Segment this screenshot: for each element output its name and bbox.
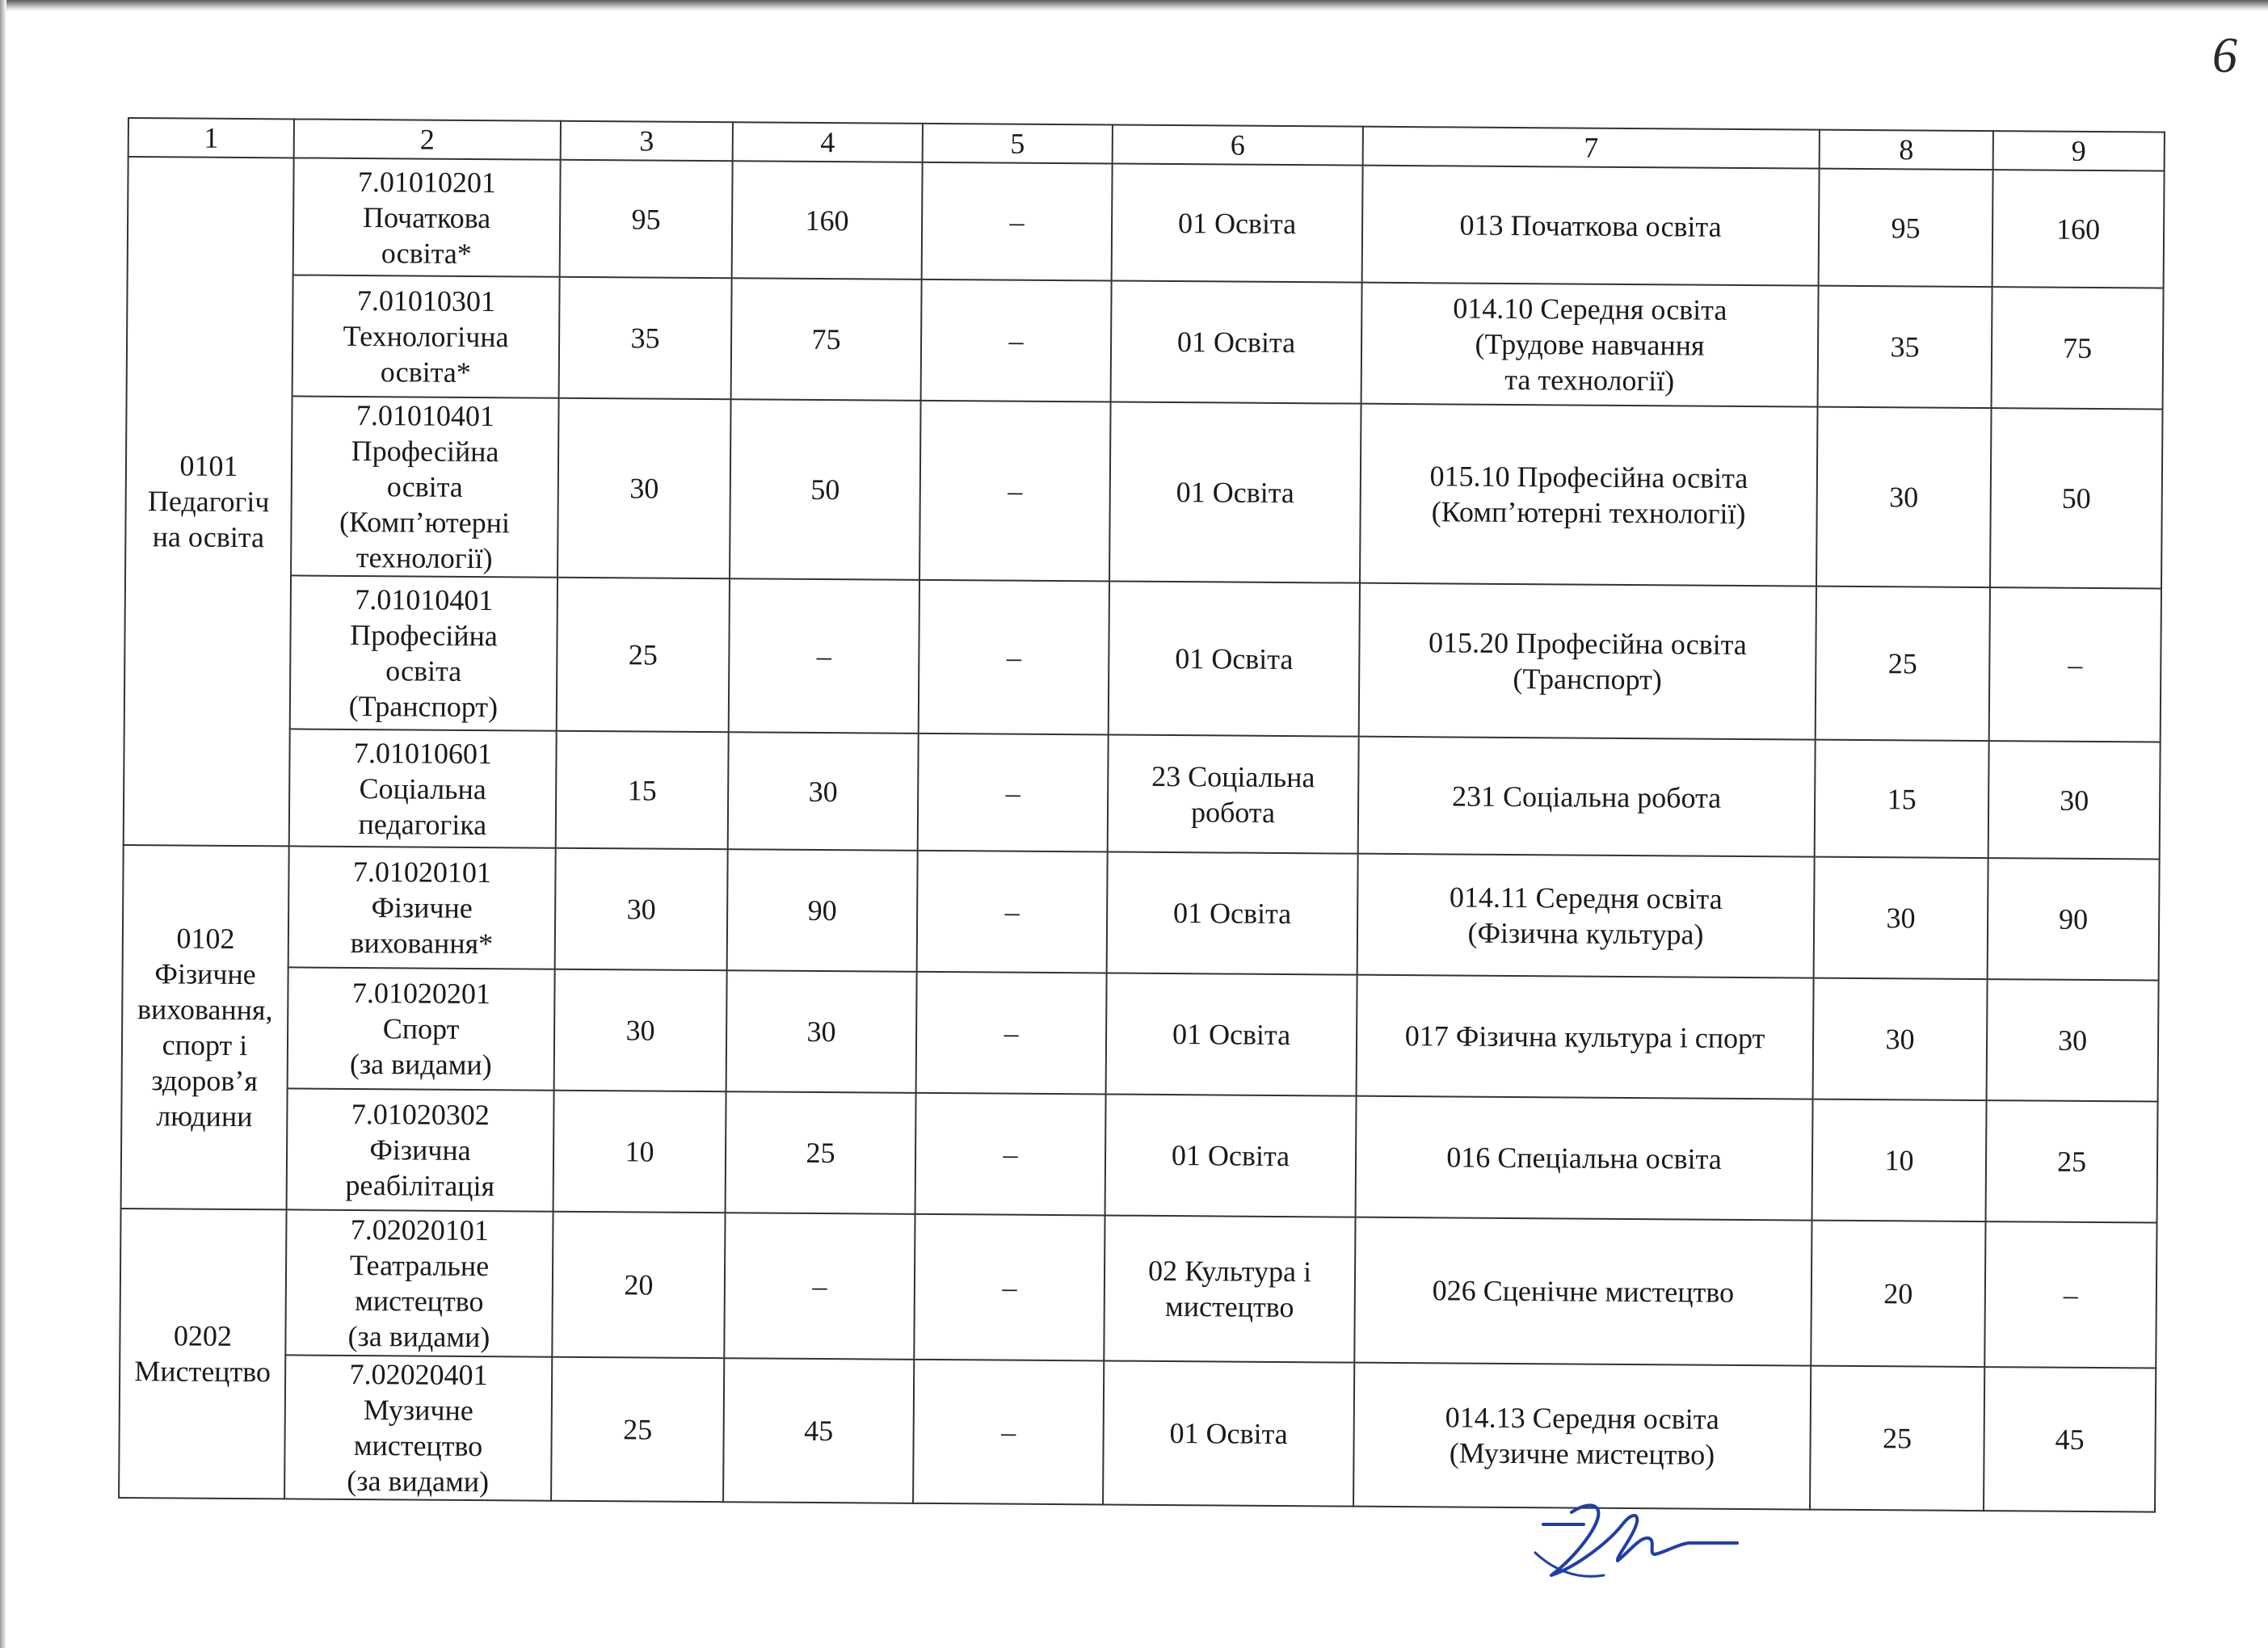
new-specialty-cell — [1359, 583, 1816, 740]
cell-line: Соціальна — [359, 771, 486, 805]
cell-line: 7.02020101 — [350, 1213, 490, 1247]
cell-line: робота — [1190, 795, 1276, 829]
cell-line: (за видами) — [347, 1464, 490, 1499]
cell-line: 01 Освіта — [1177, 206, 1297, 240]
cell-line: Початкова — [362, 200, 491, 234]
value-col4: 45 — [723, 1358, 914, 1503]
table-body — [119, 118, 2165, 1512]
value-col9: 30 — [1988, 741, 2161, 859]
value-col3: 10 — [553, 1091, 726, 1213]
table-row — [124, 728, 2161, 860]
table-row — [123, 845, 2160, 981]
cell-line: освіта — [385, 654, 462, 687]
knowledge-field-cell — [1111, 281, 1362, 404]
cell-line: та технології) — [1504, 363, 1675, 397]
value-col5: – — [922, 162, 1113, 281]
cell-line: Фізичне — [154, 957, 256, 991]
value-col8: 25 — [1816, 586, 1990, 741]
value-col3: 35 — [559, 277, 732, 399]
cell-line: освіта — [386, 470, 463, 503]
value-col9: 25 — [1986, 1100, 2158, 1222]
value-col5: – — [917, 851, 1108, 973]
old-specialty-cell — [288, 967, 555, 1090]
knowledge-field-cell — [1109, 581, 1360, 736]
cell-line: 013 Початкова освіта — [1459, 208, 1722, 243]
knowledge-field-cell — [1106, 973, 1357, 1095]
value-col4: 75 — [731, 278, 922, 401]
value-col4: 30 — [726, 970, 917, 1093]
cell-line: 01 Освіта — [1176, 326, 1296, 359]
old-specialty-cell — [284, 1355, 552, 1500]
group-physical-label — [121, 845, 289, 1209]
column-header: 9 — [1993, 131, 2165, 170]
scan-shadow-top — [0, 0, 2268, 11]
cell-line: освіта* — [380, 355, 471, 389]
new-specialty-cell — [1361, 283, 1819, 407]
cell-line: 0202 — [173, 1319, 233, 1352]
old-specialty-cell — [291, 396, 559, 577]
column-header: 4 — [733, 122, 923, 162]
value-col4: – — [724, 1213, 915, 1360]
value-col4: 160 — [732, 161, 923, 280]
group-arts-label — [119, 1209, 286, 1499]
value-col3: 30 — [558, 398, 731, 578]
knowledge-field-cell — [1107, 851, 1358, 974]
knowledge-field-cell — [1104, 1215, 1355, 1362]
column-header: 8 — [1820, 130, 1993, 170]
value-col8: 95 — [1819, 169, 1993, 287]
value-col8: 20 — [1811, 1221, 1985, 1367]
cell-line: 7.01010201 — [357, 165, 497, 199]
old-specialty-cell — [293, 158, 561, 276]
cell-line: 015.20 Професійна освіта — [1429, 626, 1747, 662]
value-col9: 50 — [1990, 408, 2163, 588]
cell-line: Технологічна — [343, 319, 509, 354]
value-col3: 25 — [551, 1357, 724, 1502]
cell-line: Театральне — [349, 1248, 490, 1283]
old-specialty-cell — [289, 729, 557, 847]
value-col3: 30 — [554, 969, 727, 1091]
value-col5: – — [921, 280, 1112, 402]
table-row — [124, 574, 2161, 742]
value-col9: 75 — [1992, 287, 2164, 409]
old-specialty-cell — [287, 1088, 554, 1211]
value-col8: 10 — [1812, 1099, 1987, 1221]
knowledge-field-cell — [1108, 734, 1359, 853]
value-col9: 90 — [1988, 858, 2160, 980]
cell-line: технології) — [356, 540, 493, 575]
page-number: 6 — [2212, 28, 2237, 83]
cell-line: 016 Спеціальна освіта — [1446, 1141, 1722, 1175]
cell-line: спорт і — [162, 1028, 248, 1062]
cell-line: 7.01010601 — [353, 736, 493, 770]
cell-line: (за видами) — [349, 1047, 492, 1082]
cell-line: 0102 — [176, 922, 235, 955]
cell-line: 7.01020302 — [351, 1097, 490, 1132]
cell-line: виховання* — [350, 926, 494, 961]
cell-line: 01 Освіта — [1171, 1139, 1290, 1173]
knowledge-field-cell — [1109, 402, 1361, 583]
cell-line: (Транспорт) — [1513, 662, 1662, 696]
group-pedagogical-label — [124, 157, 294, 846]
cell-line: 02 Культура і — [1147, 1254, 1312, 1289]
cell-line: Спорт — [382, 1012, 460, 1045]
cell-line: 7.01010301 — [356, 284, 496, 318]
table-row — [122, 966, 2159, 1102]
cell-line: виховання, — [137, 993, 273, 1027]
new-specialty-cell — [1357, 975, 1814, 1099]
value-col5: – — [914, 1214, 1105, 1361]
cell-line: 014.13 Середня освіта — [1445, 1401, 1719, 1436]
value-col8: 30 — [1814, 857, 1988, 979]
table-row — [127, 274, 2164, 410]
column-header: 2 — [294, 119, 561, 159]
cell-line: на освіта — [152, 520, 265, 554]
value-col8: 25 — [1810, 1366, 1984, 1511]
cell-line: мистецтво — [354, 1284, 484, 1318]
column-header: 7 — [1363, 127, 1820, 169]
cell-line: (Комп’ютерні — [339, 505, 511, 540]
value-col9: 45 — [1984, 1367, 2156, 1511]
value-col3: 20 — [552, 1212, 725, 1358]
cell-line: 23 Соціальна — [1151, 759, 1315, 793]
cell-line: (за видами) — [347, 1319, 490, 1354]
cell-line: Педагогіч — [147, 485, 270, 519]
value-col9: 160 — [1992, 170, 2165, 288]
value-col5: – — [913, 1360, 1104, 1505]
value-col3: 25 — [557, 578, 730, 732]
cell-line: Мистецтво — [134, 1355, 271, 1389]
cell-line: 0101 — [179, 449, 238, 482]
old-specialty-cell — [292, 275, 560, 397]
knowledge-field-cell — [1105, 1094, 1357, 1217]
cell-line: 017 Фізична культура і спорт — [1404, 1019, 1765, 1055]
cell-line: 7.01010401 — [355, 582, 494, 617]
value-col8: 15 — [1815, 740, 1989, 858]
table-row — [128, 157, 2165, 288]
cell-line: мистецтво — [1164, 1290, 1294, 1324]
value-col3: 30 — [555, 848, 728, 970]
cell-line: 7.01020101 — [352, 855, 492, 889]
cell-line: 014.10 Середня освіта — [1453, 292, 1727, 326]
old-specialty-cell — [288, 846, 556, 969]
cell-line: освіта* — [381, 236, 472, 270]
value-col5: – — [918, 734, 1109, 852]
cell-line: людини — [156, 1099, 253, 1133]
cell-line: 7.01020201 — [351, 976, 491, 1011]
value-col5: – — [919, 580, 1109, 735]
value-col4: 50 — [730, 399, 921, 580]
cell-line: 7.01010401 — [356, 398, 495, 433]
new-specialty-cell — [1357, 854, 1815, 978]
value-col9: – — [1989, 587, 2161, 742]
cell-line: (Музичне мистецтво) — [1449, 1436, 1715, 1471]
cell-line: Професійна — [351, 434, 499, 469]
cell-line: Професійна — [350, 618, 499, 653]
cell-line: реабілітація — [345, 1168, 495, 1203]
new-specialty-cell — [1356, 1096, 1813, 1221]
knowledge-field-cell — [1112, 164, 1363, 283]
cell-line: 014.11 Середня освіта — [1449, 881, 1723, 915]
cell-line: 01 Освіта — [1169, 1417, 1288, 1451]
cell-line: (Трудове навчання — [1475, 327, 1705, 362]
old-specialty-cell — [285, 1209, 553, 1356]
column-header: 6 — [1113, 125, 1363, 166]
value-col4: – — [729, 578, 919, 734]
value-col5: – — [915, 1093, 1106, 1216]
cell-line: Фізичне — [371, 891, 473, 925]
cell-line: (Фізична культура) — [1467, 916, 1704, 951]
table-row — [121, 1087, 2158, 1223]
cell-line: 7.02020401 — [349, 1357, 488, 1392]
cell-line: 01 Освіта — [1175, 642, 1294, 676]
value-col5: – — [916, 972, 1107, 1095]
knowledge-field-cell — [1103, 1360, 1354, 1506]
signature — [1527, 1480, 1753, 1585]
column-header: 1 — [128, 118, 294, 158]
value-col8: 30 — [1816, 407, 1992, 587]
value-col5: – — [919, 401, 1111, 582]
column-header: 3 — [561, 121, 733, 161]
value-col9: – — [1984, 1221, 2156, 1368]
new-specialty-cell — [1362, 166, 1820, 286]
cell-line: Фізична — [369, 1133, 471, 1167]
cell-line: (Комп’ютерні технології) — [1431, 495, 1746, 530]
table-row — [119, 1354, 2156, 1512]
value-col8: 30 — [1813, 978, 1988, 1100]
new-specialty-cell — [1354, 1217, 1811, 1366]
value-col4: 90 — [727, 849, 918, 972]
value-col4: 30 — [728, 732, 919, 851]
new-specialty-cell — [1358, 737, 1816, 857]
specialty-table — [118, 117, 2165, 1513]
cell-line: педагогіка — [358, 807, 487, 841]
value-col3: 95 — [560, 160, 733, 278]
cell-line: (Транспорт) — [348, 689, 499, 724]
old-specialty-cell — [290, 575, 558, 730]
table-row — [120, 1209, 2156, 1368]
cell-line: мистецтво — [353, 1428, 483, 1463]
new-specialty-cell — [1360, 404, 1818, 586]
column-header: 5 — [923, 124, 1113, 164]
cell-line: Музичне — [363, 1394, 473, 1427]
cell-line: здоров’я — [151, 1064, 259, 1098]
cell-line: 01 Освіта — [1172, 1018, 1291, 1052]
value-col3: 15 — [556, 731, 729, 849]
value-col4: 25 — [726, 1091, 916, 1214]
cell-line: 231 Соціальна робота — [1451, 779, 1722, 814]
scan-shadow-left — [0, 0, 6, 1648]
cell-line: 026 Сценічне мистецтво — [1432, 1274, 1735, 1309]
value-col9: 30 — [1987, 979, 2159, 1101]
value-col8: 35 — [1818, 286, 1992, 408]
cell-line: 015.10 Професійна освіта — [1429, 460, 1748, 495]
cell-line: 01 Освіта — [1176, 476, 1294, 510]
table-row — [125, 395, 2162, 589]
cell-line: 01 Освіта — [1172, 897, 1292, 931]
